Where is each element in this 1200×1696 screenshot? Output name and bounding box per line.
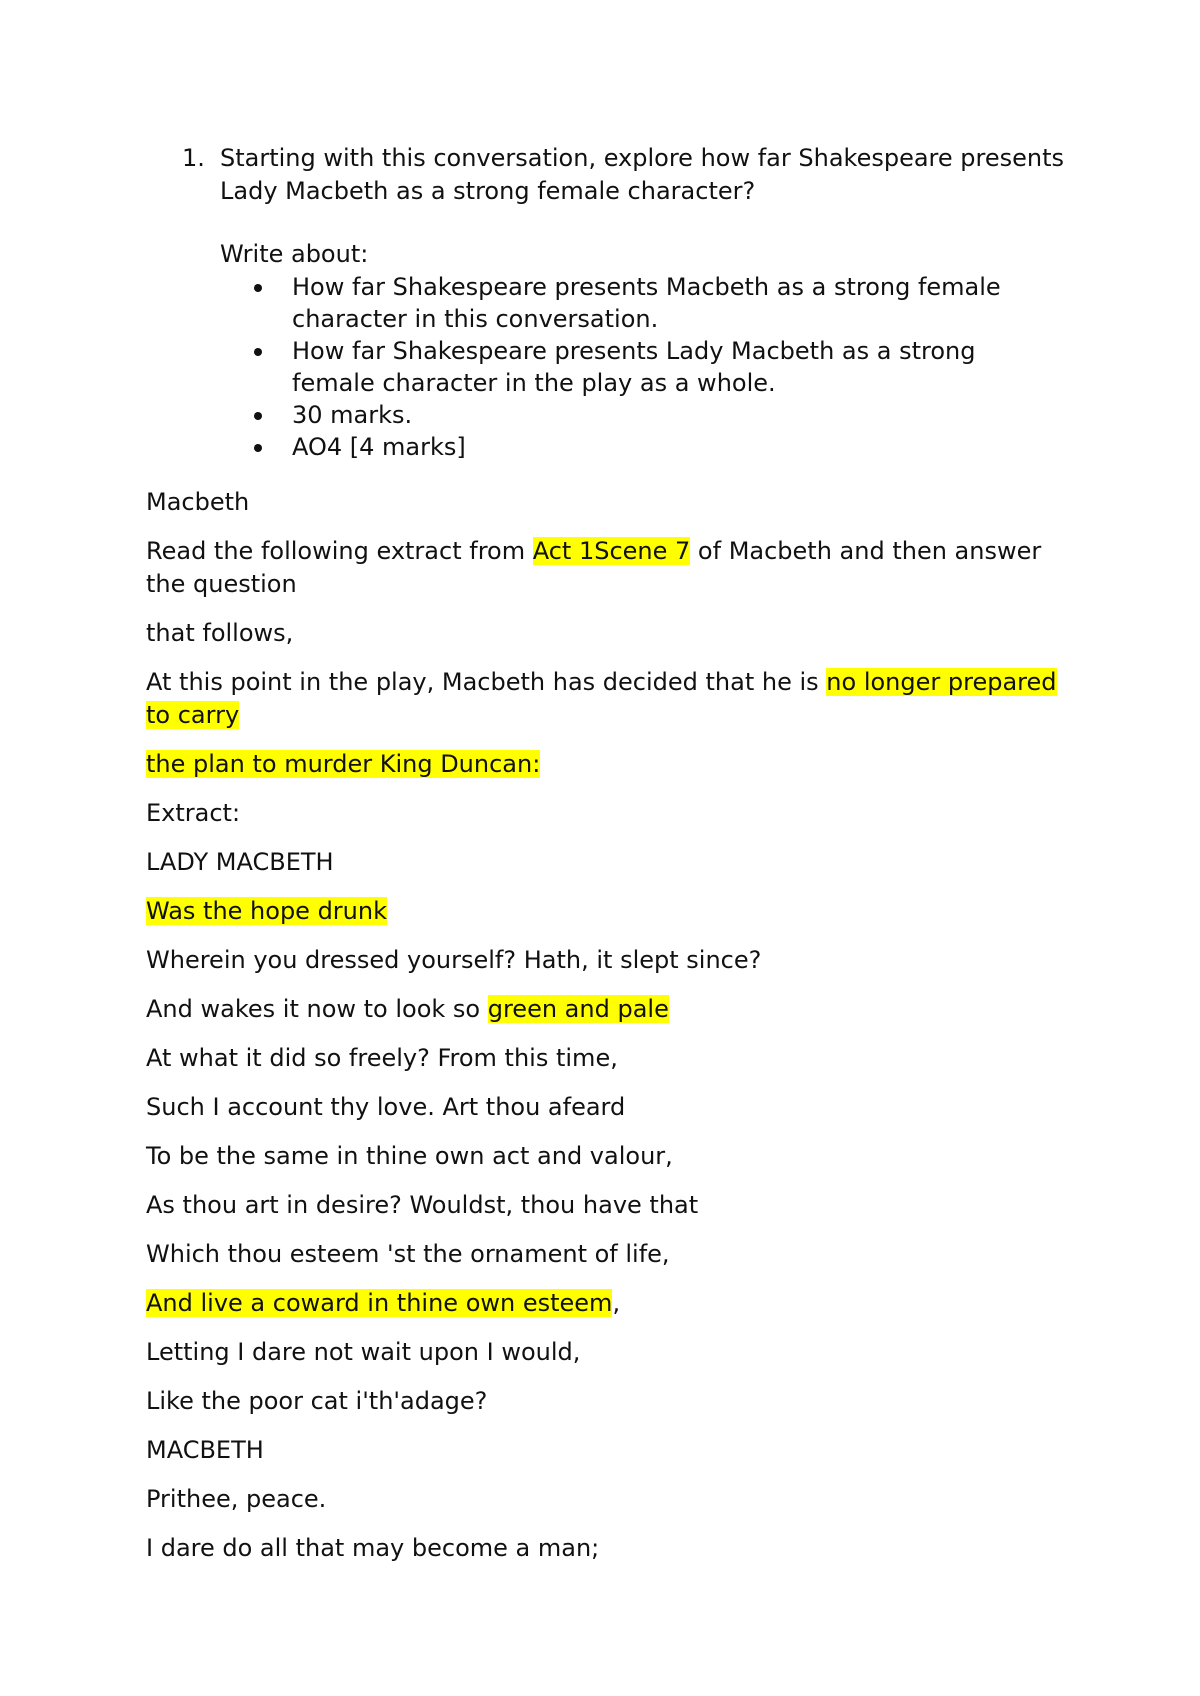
extract-line: Prithee, peace. — [146, 1485, 327, 1513]
bullet-item: How far Shakespeare presents Macbeth as a strong female character in this conversation. — [220, 271, 1052, 335]
extract-line: I dare do all that may become a man; — [146, 1534, 600, 1562]
extract-line: As thou art in desire? Wouldst, thou have that — [146, 1191, 699, 1219]
question-block — [182, 142, 1082, 463]
bullet-dot-icon — [254, 444, 262, 452]
extract-label: Extract: — [146, 799, 241, 827]
question-number: 1. — [182, 144, 205, 172]
highlight-coward: And live a coward in thine own esteem — [146, 1289, 613, 1317]
highlight-green-pale: green and pale — [487, 995, 669, 1023]
extract-line: Like the poor cat i'th'adage? — [146, 1387, 488, 1415]
context-paragraph-cont — [146, 748, 1076, 781]
bullet-list — [220, 271, 1082, 463]
highlight-act-scene: Act 1Scene 7 — [532, 537, 691, 565]
write-about-label: Write about: — [220, 240, 369, 268]
speaker-macbeth: MACBETH — [146, 1436, 264, 1464]
doc-title: Macbeth — [146, 488, 250, 516]
bullet-item: How far Shakespeare presents Lady Macbeth as a strong female character in the play as a whole. — [220, 335, 1052, 399]
question-text: Starting with this conversation, explore how far Shakespeare presents Lady Macbeth as a strong female character? — [220, 144, 1065, 205]
extract-line: And wakes it now to look so green and pale — [146, 995, 669, 1023]
speaker-lady-macbeth: LADY MACBETH — [146, 848, 334, 876]
highlight-hope-drunk: Was the hope drunk — [146, 897, 387, 925]
extract-line: Letting I dare not wait upon I would, — [146, 1338, 581, 1366]
extract-line — [146, 895, 1076, 928]
bullet-dot-icon — [254, 284, 262, 292]
highlight-murder-plan: the plan to murder King Duncan: — [146, 750, 541, 778]
bullet-item: AO4 [4 marks] — [220, 431, 1052, 463]
extract-line: Which thou esteem 'st the ornament of life, — [146, 1240, 670, 1268]
intro-paragraph: Read the following extract from Act 1Scene 7 of Macbeth and then answer the question — [146, 537, 1042, 598]
bullet-dot-icon — [254, 348, 262, 356]
bullet-item: 30 marks. — [220, 399, 1052, 431]
extract-line: Such I account thy love. Art thou afeard — [146, 1093, 626, 1121]
extract-line: Wherein you dressed yourself? Hath, it slept since? — [146, 946, 762, 974]
highlight-no-longer: no longer prepared to carry — [146, 668, 1057, 729]
intro-paragraph-cont: that follows, — [146, 619, 294, 647]
extract-line: To be the same in thine own act and valour, — [146, 1142, 673, 1170]
extract-line: At what it did so freely? From this time, — [146, 1044, 618, 1072]
bullet-dot-icon — [254, 412, 262, 420]
context-paragraph: At this point in the play, Macbeth has decided that he is no longer prepared to carry — [146, 668, 1057, 729]
extract-line: And live a coward in thine own esteem, — [146, 1289, 621, 1317]
